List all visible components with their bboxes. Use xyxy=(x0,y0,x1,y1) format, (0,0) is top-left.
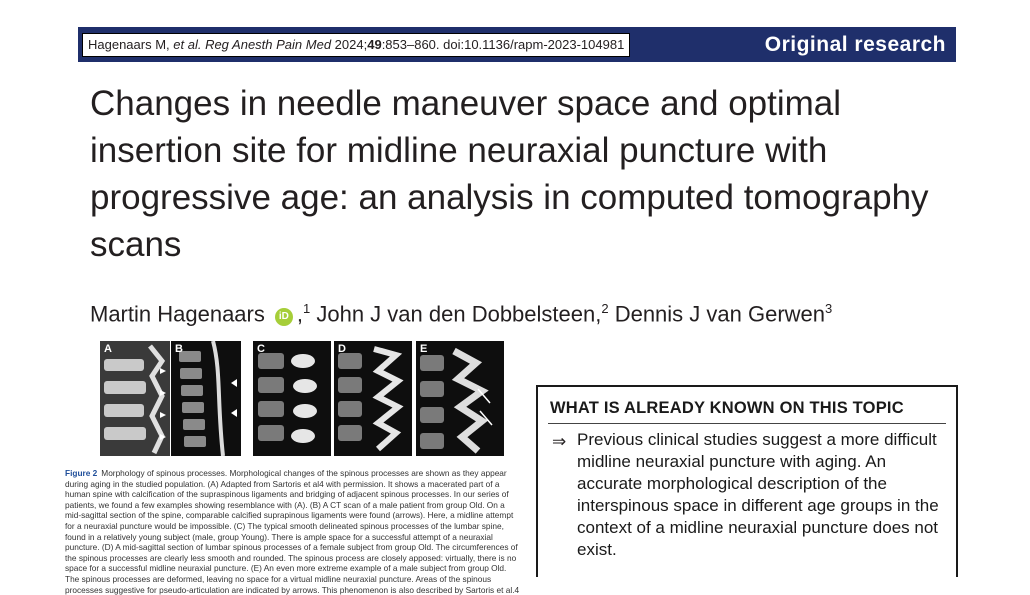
journal-banner xyxy=(78,27,956,62)
author-separator: , xyxy=(296,301,303,327)
panel-label-e: E xyxy=(420,343,428,355)
ct-scan-image xyxy=(416,341,504,456)
implies-arrow-icon: ⇒ xyxy=(552,432,567,451)
panel-label-c: C xyxy=(257,343,265,355)
citation-pages: :853–860. doi:10.1136/rapm-2023-104981 xyxy=(381,37,625,52)
divider xyxy=(548,423,946,424)
panel-label-d: D xyxy=(338,343,346,355)
figure-caption-text: Morphology of spinous processes. Morphological changes of the spinous processes are shown as they appear during aging in the studied population. (A) Adapted from Sartoris et al4 with permission. It shows a macerated part of a human spine with calcification of the supraspinous ligaments and bridging of adjacent spinous processes. In our series of patients, we found a few examples showing resemblance with (A). (B) A CT scan of a male patient from group Old. On a mid-sagittal section of the spine, comparable calcified suprapinous ligaments were found (arrows). Here, a midline attempt for a neuraxial puncture would be impossible. (C) The typical smooth delineated spinous processes of the lumbar spine, found in a relatively young subject (male, group Young). There is ample space for a successful attempt of a neuraxial puncture. (D) A mid-sagittal section of lumbar spinous processes of a female subject from group Old. The circumferences of the spinous processes are clearly less smooth and rounded. The spinous process are closely apposed: virtually, there is no space for a successful midline neuraxial puncture. (E) An even more extreme example of a male subject from group Old. The spinous processes are deformed, leaving no space for a virtual midline neuraxial puncture. Areas of the spinous processes suggestive for pseudo-articulation are indicated by arrows. This phenomenon is also described by Sartoris et al.4 xyxy=(65,468,520,595)
author-affiliation: 2 xyxy=(601,301,609,316)
ct-scan-image xyxy=(171,341,241,456)
citation-line xyxy=(82,33,630,57)
citation-journal: . Reg Anesth Pain Med xyxy=(197,37,335,52)
figure-panel-e xyxy=(416,341,504,456)
author-name: John J van den Dobbelsteen, xyxy=(316,301,602,327)
spine-specimen-image xyxy=(100,341,170,456)
citation-volume: 49 xyxy=(367,37,382,52)
author-name: Dennis J van Gerwen xyxy=(614,301,826,327)
section-label: Original research xyxy=(764,33,946,56)
panel-label-a: A xyxy=(104,343,112,355)
author-name: Martin Hagenaars xyxy=(90,301,265,327)
figure-panel-d xyxy=(334,341,412,456)
figure-label: Figure 2 xyxy=(65,468,98,478)
author-list xyxy=(90,294,832,329)
orcid-icon[interactable]: iD xyxy=(275,308,293,326)
known-topic-box xyxy=(536,385,958,577)
citation-year: 2024; xyxy=(334,37,368,52)
known-topic-heading: WHAT IS ALREADY KNOWN ON THIS TOPIC xyxy=(550,399,904,417)
article-title: Changes in needle maneuver space and optimal insertion site for midline neuraxial puncture with progressive age: an analysis in computed tomography scans xyxy=(90,84,929,264)
known-topic-text: Previous clinical studies suggest a more difficult midline neuraxial puncture with aging. An accurate morphological description of the interspinous space in different age groups in the context of a midline neuraxial puncture does not exist. xyxy=(577,430,939,559)
author-affiliation: 3 xyxy=(825,301,833,316)
citation-etal: et al xyxy=(173,37,198,52)
figure-caption xyxy=(65,468,520,595)
citation-author: Hagenaars M, xyxy=(88,37,174,52)
panel-label-b: B xyxy=(175,343,183,355)
author-affiliation: 1 xyxy=(303,301,311,316)
figure-panel-c xyxy=(253,341,331,456)
figure-panel-b xyxy=(171,341,241,456)
ct-scan-image xyxy=(334,341,412,456)
figure-panel-a xyxy=(100,341,170,456)
ct-scan-image xyxy=(253,341,331,456)
